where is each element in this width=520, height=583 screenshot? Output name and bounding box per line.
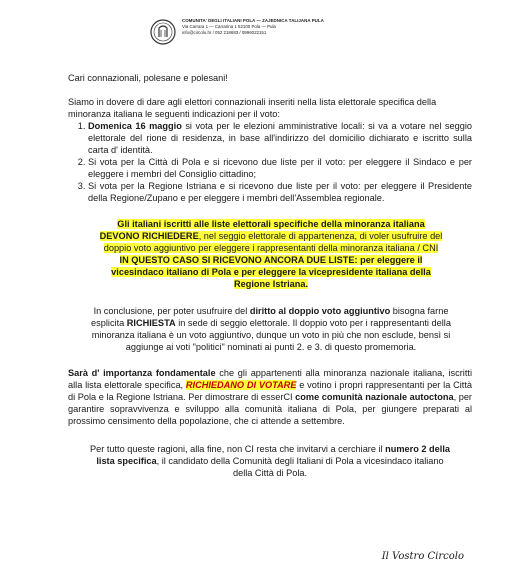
community-logo-icon <box>150 19 176 45</box>
conclusion-text: in sede di seggio elettorale. Il doppio voto per i rappresentanti della minoranza italiana è un voto aggiuntivo, dunque un voto in più che non esclude, bensì si aggiunge ai voti "politici" nominati ai punti 2. e 3. di questo promemoria. <box>91 318 451 352</box>
list-item <box>88 156 472 180</box>
importance-paragraph <box>68 367 472 427</box>
conclusion-text: bisogna farne esplicita <box>91 306 449 328</box>
final-text: , il candidato della Comunità degli Italiani di Pola a vicesindaco italiano della Città di Pola. <box>156 456 444 478</box>
notice-line-2: , nel seggio elettorale di appartenenza, di voler usufruire del doppio voto aggiuntivo per eleggere i rappresentanti della minoranza italiana / CNI <box>103 231 443 253</box>
letterhead-org-name: COMUNITA' DEGLI ITALIANI POLA — ZAJEDNICA TALIJANA PULA <box>182 18 324 23</box>
list-item-text: Si vota per la Regione Istriana e si ricevono due liste per il voto: per eleggere il Presidente della Regione/Zupano e per eleggere i membri dell'Assemblea regionale. <box>88 181 472 203</box>
list-item <box>88 120 472 156</box>
notice-line-1: Gli italiani iscritti alle liste elettorali specifiche della minoranza italiana <box>117 219 425 229</box>
final-text: Per tutto queste ragioni, alla fine, non CI resta che invitarvi a cerchiare il <box>89 444 386 454</box>
list-item <box>88 180 472 204</box>
notice-line-3: IN QUESTO CASO SI RICEVONO ANCORA DUE LISTE: per eleggere il vicesindaco italiano di Pola e per eleggere la vicepresidente italiana della Regione Istriana. <box>111 255 431 289</box>
signature: Il Vostro Circolo <box>381 551 464 562</box>
conclusion-bold-right: diritto al doppio voto aggiuntivo <box>249 306 391 316</box>
letterhead-contacts: info@circolo.hr / 052 218683 / 0996022151 <box>182 30 267 35</box>
importance-emphasis: RICHIEDANO DI VOTARE <box>185 380 297 390</box>
importance-bold-community: come comunità nazionale autoctona <box>295 392 454 402</box>
letter-body <box>68 72 472 479</box>
conclusion-text: In conclusione, per poter usufruire del <box>93 306 250 316</box>
intro-paragraph: Siamo in dovere di dare agli elettori connazionali inseriti nella lista elettorale specifica della minoranza italiana le seguenti indicazioni per il voto: <box>68 97 437 119</box>
list-item-lead: Domenica 16 maggio <box>88 121 182 131</box>
list-item-text: si vota per le elezioni amministrative locali: si va a votare nel seggio elettorale del rione di residenza, in base all'indirizzo del domicilio dichiarato e iscritto sulla carta d' identità. <box>88 121 472 155</box>
letterhead <box>150 18 324 45</box>
importance-text: che gli appartenenti alla minoranza nazionale italiana, iscritti alla lista elettorale specifica, <box>68 368 472 390</box>
importance-bold-lead: Sarà d' importanza fondamentale <box>68 368 216 378</box>
importance-text: e votino i propri rappresentanti per la Città di Pola e la Regione Istriana. Per dimostrare di esserCI <box>68 380 472 402</box>
notice-must-request: DEVONO RICHIEDERE <box>99 231 199 241</box>
final-bold-number: numero 2 della lista specifica <box>96 444 450 466</box>
conclusion-bold-request: RICHIESTA <box>126 318 176 328</box>
list-item-text: Si vota per la Città di Pola e si ricevono due liste per il voto: per eleggere il Sindaco e per eleggere i membri del Consiglio cittadino; <box>88 157 472 179</box>
conclusion-paragraph <box>90 305 452 353</box>
letterhead-address: Via Carrara 1 — Carrarina 1 52100 Pola — Pula <box>182 24 276 29</box>
highlighted-notice <box>98 218 444 290</box>
importance-text: , per garantire sopravvivenza e sviluppo alla comunità italiana di Pola, per giungere preparati al prossimo censimento della popolazione, che ci attende a settembre. <box>68 392 472 426</box>
voting-instructions-list <box>68 120 472 204</box>
greeting: Cari connazionali, polesane e polesani! <box>68 73 228 83</box>
final-paragraph <box>86 443 454 479</box>
